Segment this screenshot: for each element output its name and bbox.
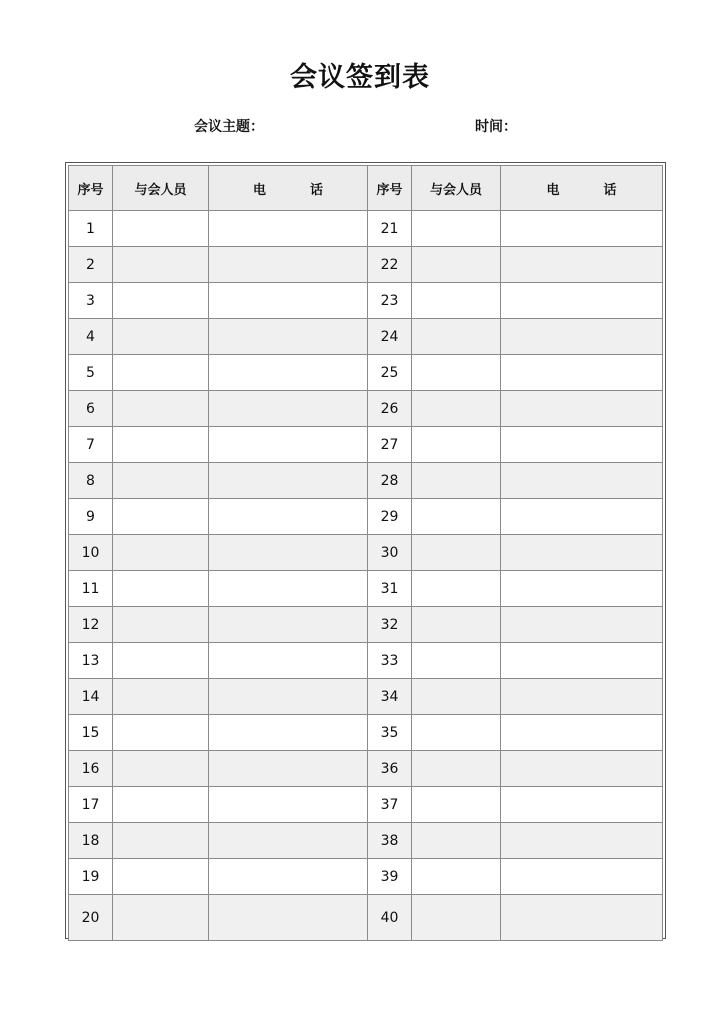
attendee-name-cell xyxy=(113,859,209,895)
seq-number-cell: 2 xyxy=(69,247,113,283)
seq-number-cell: 24 xyxy=(368,319,412,355)
phone-cell xyxy=(209,859,368,895)
seq-number-cell: 36 xyxy=(368,751,412,787)
phone-cell xyxy=(209,607,368,643)
seq-number-cell: 11 xyxy=(69,571,113,607)
signin-sheet-frame xyxy=(65,162,666,939)
table-row xyxy=(69,499,663,535)
attendee-name-cell xyxy=(113,463,209,499)
phone-cell xyxy=(209,427,368,463)
seq-number-cell: 25 xyxy=(368,355,412,391)
attendee-name-cell xyxy=(412,211,501,247)
attendee-name-cell xyxy=(113,787,209,823)
attendee-name-cell xyxy=(412,643,501,679)
attendee-name-cell xyxy=(113,607,209,643)
phone-cell xyxy=(501,463,663,499)
table-row xyxy=(69,355,663,391)
seq-number-cell: 17 xyxy=(69,787,113,823)
table-row xyxy=(69,391,663,427)
seq-number-cell: 10 xyxy=(69,535,113,571)
seq-header-right: 序号 xyxy=(368,166,412,211)
attendee-name-cell xyxy=(113,391,209,427)
seq-number-cell: 7 xyxy=(69,427,113,463)
phone-header-char: 话 xyxy=(310,182,324,198)
attendee-name-cell xyxy=(113,895,209,941)
phone-cell xyxy=(501,355,663,391)
attendee-name-cell xyxy=(412,463,501,499)
page-title: 会议签到表 xyxy=(290,62,430,93)
phone-header-char: 电 xyxy=(546,182,560,198)
attendee-name-cell xyxy=(412,859,501,895)
table-row xyxy=(69,535,663,571)
attendee-name-cell xyxy=(412,427,501,463)
seq-number-cell: 29 xyxy=(368,499,412,535)
seq-number-cell: 12 xyxy=(69,607,113,643)
phone-cell xyxy=(209,283,368,319)
phone-cell xyxy=(501,499,663,535)
meeting-time-label: 时间： xyxy=(475,119,517,135)
seq-number-cell: 1 xyxy=(69,211,113,247)
seq-number-cell: 38 xyxy=(368,823,412,859)
phone-cell xyxy=(501,571,663,607)
phone-cell xyxy=(501,679,663,715)
phone-cell xyxy=(209,715,368,751)
seq-number-cell: 39 xyxy=(368,859,412,895)
table-row xyxy=(69,319,663,355)
seq-number-cell: 8 xyxy=(69,463,113,499)
seq-number-cell: 28 xyxy=(368,463,412,499)
seq-number-cell: 33 xyxy=(368,643,412,679)
seq-number-cell: 21 xyxy=(368,211,412,247)
attendee-name-cell xyxy=(412,823,501,859)
attendee-name-cell xyxy=(113,211,209,247)
attendee-name-cell xyxy=(113,679,209,715)
table-row xyxy=(69,211,663,247)
table-row xyxy=(69,823,663,859)
seq-number-cell: 20 xyxy=(69,895,113,941)
phone-header-char: 话 xyxy=(603,182,617,198)
table-row xyxy=(69,643,663,679)
phone-cell xyxy=(501,211,663,247)
table-row xyxy=(69,895,663,941)
table-row xyxy=(69,607,663,643)
attendee-header-left: 与会人员 xyxy=(113,166,209,211)
attendee-name-cell xyxy=(412,787,501,823)
table-row xyxy=(69,427,663,463)
seq-number-cell: 4 xyxy=(69,319,113,355)
seq-number-cell: 31 xyxy=(368,571,412,607)
table-row xyxy=(69,571,663,607)
phone-header-char: 电 xyxy=(252,182,266,198)
signin-table-body xyxy=(69,211,663,941)
phone-cell xyxy=(209,571,368,607)
attendee-name-cell xyxy=(113,427,209,463)
attendee-name-cell xyxy=(412,751,501,787)
seq-number-cell: 40 xyxy=(368,895,412,941)
phone-cell xyxy=(501,823,663,859)
attendee-name-cell xyxy=(113,823,209,859)
table-row xyxy=(69,283,663,319)
attendee-name-cell xyxy=(113,355,209,391)
table-row xyxy=(69,859,663,895)
phone-header-right xyxy=(501,166,663,211)
attendee-name-cell xyxy=(113,319,209,355)
attendee-name-cell xyxy=(412,247,501,283)
phone-cell xyxy=(501,427,663,463)
attendee-name-cell xyxy=(113,643,209,679)
seq-number-cell: 27 xyxy=(368,427,412,463)
phone-cell xyxy=(501,319,663,355)
meeting-topic-label: 会议主题： xyxy=(194,119,264,135)
table-row xyxy=(69,247,663,283)
phone-cell xyxy=(501,895,663,941)
phone-cell xyxy=(209,463,368,499)
signin-table xyxy=(68,165,663,941)
attendee-name-cell xyxy=(412,715,501,751)
seq-number-cell: 22 xyxy=(368,247,412,283)
table-row xyxy=(69,463,663,499)
seq-number-cell: 32 xyxy=(368,607,412,643)
attendee-header-right: 与会人员 xyxy=(412,166,501,211)
seq-number-cell: 26 xyxy=(368,391,412,427)
attendee-name-cell xyxy=(412,319,501,355)
phone-header-left xyxy=(209,166,368,211)
phone-cell xyxy=(209,679,368,715)
phone-cell xyxy=(501,751,663,787)
phone-cell xyxy=(501,715,663,751)
seq-number-cell: 18 xyxy=(69,823,113,859)
phone-cell xyxy=(209,787,368,823)
seq-number-cell: 16 xyxy=(69,751,113,787)
phone-cell xyxy=(209,247,368,283)
phone-cell xyxy=(209,355,368,391)
phone-cell xyxy=(501,787,663,823)
attendee-name-cell xyxy=(113,247,209,283)
attendee-name-cell xyxy=(412,571,501,607)
attendee-name-cell xyxy=(113,751,209,787)
attendee-name-cell xyxy=(113,283,209,319)
phone-cell xyxy=(501,283,663,319)
attendee-name-cell xyxy=(412,535,501,571)
phone-cell xyxy=(209,643,368,679)
phone-cell xyxy=(501,391,663,427)
attendee-name-cell xyxy=(412,355,501,391)
table-row xyxy=(69,715,663,751)
seq-number-cell: 37 xyxy=(368,787,412,823)
phone-cell xyxy=(209,319,368,355)
attendee-name-cell xyxy=(113,535,209,571)
phone-cell xyxy=(209,391,368,427)
attendee-name-cell xyxy=(412,607,501,643)
phone-cell xyxy=(501,247,663,283)
attendee-name-cell xyxy=(412,283,501,319)
table-row xyxy=(69,751,663,787)
phone-cell xyxy=(209,751,368,787)
phone-cell xyxy=(501,643,663,679)
phone-cell xyxy=(501,535,663,571)
seq-number-cell: 13 xyxy=(69,643,113,679)
phone-cell xyxy=(209,535,368,571)
table-row xyxy=(69,787,663,823)
phone-cell xyxy=(209,823,368,859)
attendee-name-cell xyxy=(113,499,209,535)
phone-cell xyxy=(209,499,368,535)
seq-number-cell: 9 xyxy=(69,499,113,535)
phone-cell xyxy=(501,607,663,643)
seq-number-cell: 30 xyxy=(368,535,412,571)
seq-number-cell: 15 xyxy=(69,715,113,751)
seq-number-cell: 35 xyxy=(368,715,412,751)
attendee-name-cell xyxy=(113,571,209,607)
table-row xyxy=(69,679,663,715)
attendee-name-cell xyxy=(412,391,501,427)
attendee-name-cell xyxy=(412,499,501,535)
seq-number-cell: 23 xyxy=(368,283,412,319)
phone-cell xyxy=(209,895,368,941)
seq-number-cell: 14 xyxy=(69,679,113,715)
table-header-row xyxy=(69,166,663,211)
seq-number-cell: 6 xyxy=(69,391,113,427)
attendee-name-cell xyxy=(412,679,501,715)
seq-number-cell: 5 xyxy=(69,355,113,391)
phone-cell xyxy=(209,211,368,247)
seq-number-cell: 3 xyxy=(69,283,113,319)
seq-number-cell: 34 xyxy=(368,679,412,715)
attendee-name-cell xyxy=(113,715,209,751)
seq-header-left: 序号 xyxy=(69,166,113,211)
seq-number-cell: 19 xyxy=(69,859,113,895)
phone-cell xyxy=(501,859,663,895)
attendee-name-cell xyxy=(412,895,501,941)
